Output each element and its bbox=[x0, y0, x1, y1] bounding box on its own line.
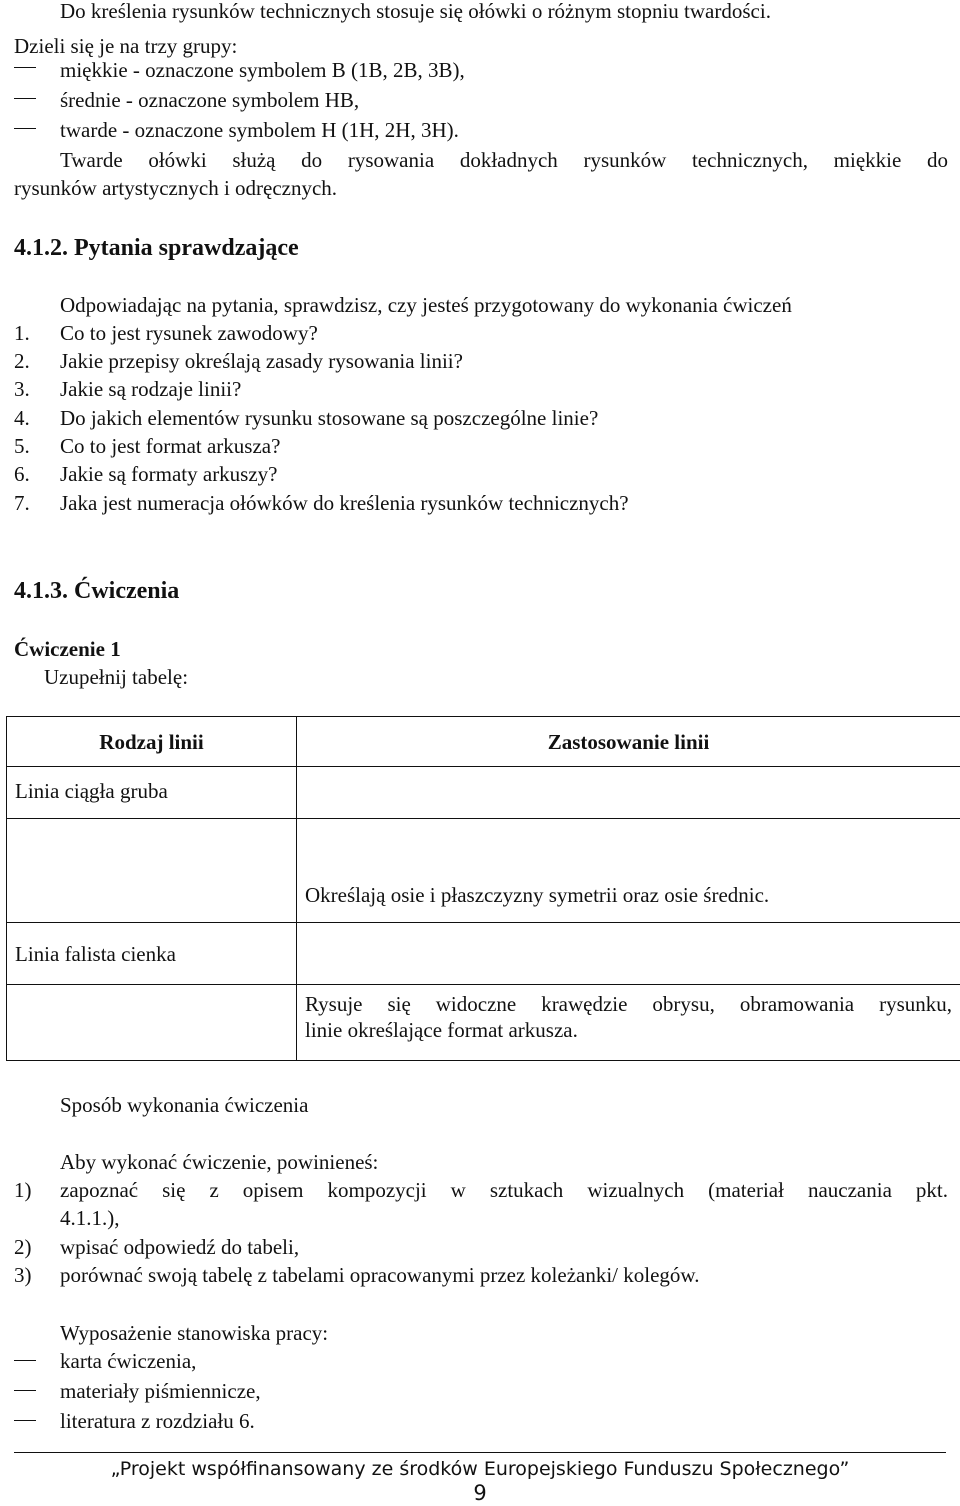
line-types-table bbox=[6, 716, 960, 1061]
question-text: Jaka jest numeracja ołówków do kreślenia rysunków technicznych? bbox=[60, 490, 629, 516]
question-text: Do jakich elementów rysunku stosowane są poszczególne linie? bbox=[60, 405, 598, 431]
question-number: 6. bbox=[14, 461, 30, 487]
table-cell-empty[interactable] bbox=[297, 767, 960, 819]
questions-lead: Odpowiadając na pytania, sprawdzisz, czy jesteś przygotowany do wykonania ćwiczeń bbox=[60, 292, 792, 318]
table-header-cell: Rodzaj linii bbox=[7, 717, 297, 767]
step-number: 2) bbox=[14, 1234, 32, 1260]
equipment-item: materiały piśmiennicze, bbox=[60, 1378, 261, 1404]
table-cell-empty[interactable] bbox=[7, 985, 297, 1061]
bullet-dash bbox=[14, 67, 36, 68]
step-text-continued: 4.1.1.), bbox=[60, 1205, 120, 1231]
bullet-dash bbox=[14, 1420, 36, 1421]
table-cell bbox=[297, 985, 960, 1061]
question-text: Jakie przepisy określają zasady rysowania linii? bbox=[60, 348, 463, 374]
question-number: 2. bbox=[14, 348, 30, 374]
table-row bbox=[7, 923, 960, 985]
table-row bbox=[7, 819, 960, 923]
section-heading: 4.1.3. Ćwiczenia bbox=[14, 576, 179, 606]
question-text: Co to jest rysunek zawodowy? bbox=[60, 320, 318, 346]
page-number: 9 bbox=[0, 1480, 960, 1506]
question-number: 3. bbox=[14, 376, 30, 402]
step-number: 1) bbox=[14, 1177, 32, 1203]
bullet-dash bbox=[14, 98, 36, 99]
question-number: 5. bbox=[14, 433, 30, 459]
question-number: 1. bbox=[14, 320, 30, 346]
question-number: 7. bbox=[14, 490, 30, 516]
intro-paragraph-line-2: rysunków artystycznych i odręcznych. bbox=[14, 175, 337, 201]
bullet-dash bbox=[14, 1360, 36, 1361]
method-lead: Aby wykonać ćwiczenie, powinieneś: bbox=[60, 1149, 378, 1175]
footer-project-note: „Projekt współfinansowany ze środków Europejskiego Funduszu Społecznego” bbox=[0, 1456, 960, 1482]
question-text: Jakie są formaty arkuszy? bbox=[60, 461, 278, 487]
equipment-item: literatura z rozdziału 6. bbox=[60, 1408, 255, 1434]
step-number: 3) bbox=[14, 1262, 32, 1288]
section-heading: 4.1.2. Pytania sprawdzające bbox=[14, 233, 299, 263]
question-text: Co to jest format arkusza? bbox=[60, 433, 280, 459]
table-cell-line: Rysuje się widoczne krawędzie obrysu, obramowania rysunku, bbox=[305, 991, 952, 1017]
question-number: 4. bbox=[14, 405, 30, 431]
intro-paragraph-line-1: Twarde ołówki służą do rysowania dokładnych rysunków technicznych, miękkie do bbox=[60, 147, 948, 173]
bullet-item: średnie - oznaczone symbolem HB, bbox=[60, 87, 359, 113]
footer-divider bbox=[14, 1452, 946, 1453]
step-text: zapoznać się z opisem kompozycji w sztukach wizualnych (materiał nauczania pkt. bbox=[60, 1177, 948, 1203]
table-cell-line: linie określające format arkusza. bbox=[305, 1017, 952, 1043]
method-heading: Sposób wykonania ćwiczenia bbox=[60, 1092, 308, 1118]
table-header-row bbox=[7, 717, 960, 767]
table-cell-empty[interactable] bbox=[297, 923, 960, 985]
table-cell: Linia falista cienka bbox=[7, 923, 297, 985]
equipment-item: karta ćwiczenia, bbox=[60, 1348, 196, 1374]
table-cell: Określają osie i płaszczyzny symetrii oraz osie średnic. bbox=[297, 819, 960, 923]
bullet-item: miękkie - oznaczone symbolem B (1B, 2B, 3B), bbox=[60, 57, 465, 83]
table-cell-empty[interactable] bbox=[7, 819, 297, 923]
step-text: wpisać odpowiedź do tabeli, bbox=[60, 1234, 299, 1260]
bullet-dash bbox=[14, 128, 36, 129]
question-text: Jakie są rodzaje linii? bbox=[60, 376, 241, 402]
table-header-cell: Zastosowanie linii bbox=[297, 717, 960, 767]
exercise-instruction: Uzupełnij tabelę: bbox=[44, 664, 188, 690]
bullet-item: twarde - oznaczone symbolem H (1H, 2H, 3H). bbox=[60, 117, 459, 143]
equipment-heading: Wyposażenie stanowiska pracy: bbox=[60, 1320, 328, 1346]
bullet-dash bbox=[14, 1390, 36, 1391]
exercise-title: Ćwiczenie 1 bbox=[14, 636, 121, 662]
step-text: porównać swoją tabelę z tabelami opracowanymi przez koleżanki/ kolegów. bbox=[60, 1262, 699, 1288]
intro-line-1: Do kreślenia rysunków technicznych stosuje się ołówki o różnym stopniu twardości. bbox=[60, 0, 771, 24]
intro-line-2: Dzieli się je na trzy grupy: bbox=[14, 33, 237, 59]
table-cell: Linia ciągła gruba bbox=[7, 767, 297, 819]
table-row bbox=[7, 985, 960, 1061]
table-row bbox=[7, 767, 960, 819]
